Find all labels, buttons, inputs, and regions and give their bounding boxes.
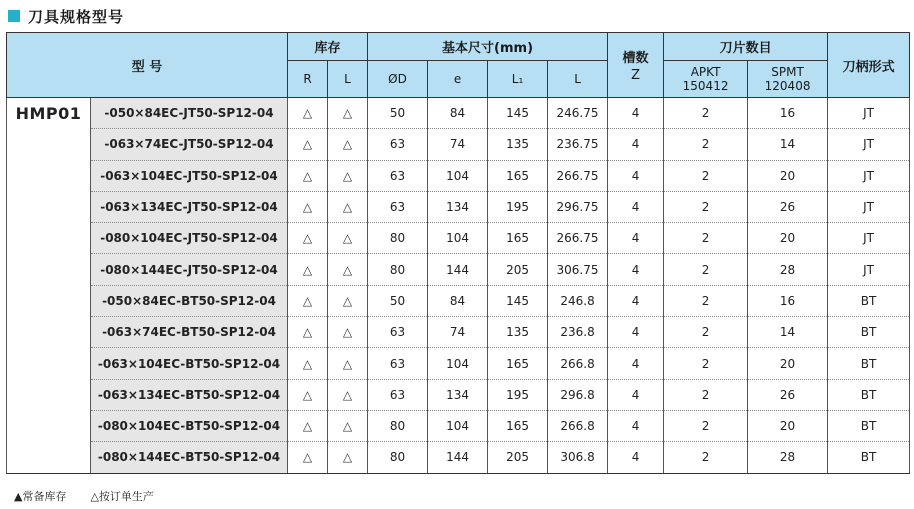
shank-type: JT [828, 160, 910, 191]
shank-type: BT [828, 285, 910, 316]
table-row [7, 98, 910, 129]
dim-l: 266.75 [548, 160, 608, 191]
dim-e: 84 [428, 98, 488, 129]
apkt-count: 2 [664, 379, 748, 410]
dim-e: 84 [428, 285, 488, 316]
header-dims: 基本尺寸(mm) [368, 33, 608, 61]
shank-type: JT [828, 129, 910, 160]
dim-l: 236.8 [548, 317, 608, 348]
header-insert-spmt [748, 61, 828, 98]
flutes: 4 [608, 191, 664, 222]
dim-l: 306.8 [548, 442, 608, 473]
dim-l: 266.8 [548, 410, 608, 441]
apkt-count: 2 [664, 317, 748, 348]
spmt-count: 20 [748, 410, 828, 441]
stock-r: △ [288, 410, 328, 441]
stock-r: △ [288, 442, 328, 473]
spmt-count: 26 [748, 191, 828, 222]
dim-l1: 165 [488, 223, 548, 254]
dim-d: 63 [368, 160, 428, 191]
spec-table [6, 32, 910, 474]
spmt-count: 14 [748, 129, 828, 160]
spmt-count: 26 [748, 379, 828, 410]
stock-l: △ [328, 317, 368, 348]
flutes: 4 [608, 285, 664, 316]
table-row [7, 191, 910, 222]
table-row [7, 160, 910, 191]
header-dim-e: e [428, 61, 488, 98]
apkt-count: 2 [664, 160, 748, 191]
model-code: -050×84EC-BT50-SP12-04 [91, 285, 288, 316]
shank-type: JT [828, 191, 910, 222]
header-dim-l1: L₁ [488, 61, 548, 98]
table-row [7, 317, 910, 348]
spmt-count: 20 [748, 348, 828, 379]
model-code: -080×144EC-JT50-SP12-04 [91, 254, 288, 285]
dim-d: 63 [368, 348, 428, 379]
dim-e: 134 [428, 379, 488, 410]
apkt-count: 2 [664, 223, 748, 254]
dim-l: 246.75 [548, 98, 608, 129]
dim-e: 74 [428, 129, 488, 160]
spmt-count: 20 [748, 160, 828, 191]
dim-e: 104 [428, 160, 488, 191]
dim-l: 296.8 [548, 379, 608, 410]
shank-type: BT [828, 442, 910, 473]
legend-footnote [14, 488, 178, 504]
dim-l1: 135 [488, 317, 548, 348]
flutes: 4 [608, 379, 664, 410]
header-flutes-top: 槽数 [622, 51, 649, 66]
flutes: 4 [608, 317, 664, 348]
spmt-count: 28 [748, 442, 828, 473]
table-row [7, 442, 910, 473]
stock-l: △ [328, 129, 368, 160]
stock-l: △ [328, 160, 368, 191]
dim-e: 104 [428, 223, 488, 254]
flutes: 4 [608, 254, 664, 285]
dim-l1: 205 [488, 254, 548, 285]
dim-l: 246.8 [548, 285, 608, 316]
dim-d: 63 [368, 129, 428, 160]
model-code: -063×134EC-JT50-SP12-04 [91, 191, 288, 222]
model-code: -063×104EC-BT50-SP12-04 [91, 348, 288, 379]
dim-l1: 135 [488, 129, 548, 160]
stock-r: △ [288, 285, 328, 316]
stock-r: △ [288, 223, 328, 254]
flutes: 4 [608, 442, 664, 473]
spmt-count: 16 [748, 98, 828, 129]
header-shank: 刀柄形式 [828, 33, 910, 98]
dim-l: 266.8 [548, 348, 608, 379]
legend-order-item: △按订单生产 [90, 490, 154, 503]
model-code: -063×74EC-BT50-SP12-04 [91, 317, 288, 348]
dim-d: 63 [368, 379, 428, 410]
shank-type: BT [828, 410, 910, 441]
stock-l: △ [328, 223, 368, 254]
flutes: 4 [608, 348, 664, 379]
dim-d: 80 [368, 223, 428, 254]
dim-l1: 195 [488, 379, 548, 410]
dim-d: 63 [368, 317, 428, 348]
shank-type: JT [828, 254, 910, 285]
dim-e: 104 [428, 410, 488, 441]
dim-d: 50 [368, 285, 428, 316]
stock-l: △ [328, 442, 368, 473]
header-inserts: 刀片数目 [664, 33, 828, 61]
dim-l1: 205 [488, 442, 548, 473]
table-row [7, 129, 910, 160]
spmt-count: 14 [748, 317, 828, 348]
header-insert-apkt-name: APKT [690, 65, 721, 79]
model-code: -063×74EC-JT50-SP12-04 [91, 129, 288, 160]
model-code: -063×104EC-JT50-SP12-04 [91, 160, 288, 191]
dim-d: 63 [368, 191, 428, 222]
flutes: 4 [608, 160, 664, 191]
shank-type: BT [828, 348, 910, 379]
table-row [7, 348, 910, 379]
title-square-icon [8, 10, 20, 22]
model-code: -080×104EC-BT50-SP12-04 [91, 410, 288, 441]
stock-l: △ [328, 348, 368, 379]
legend-stock-item: ▲常备库存 [14, 490, 67, 503]
stock-r: △ [288, 98, 328, 129]
header-stock-l: L [328, 61, 368, 98]
stock-r: △ [288, 317, 328, 348]
stock-l: △ [328, 285, 368, 316]
dim-d: 80 [368, 254, 428, 285]
dim-l: 266.75 [548, 223, 608, 254]
dim-l: 306.75 [548, 254, 608, 285]
section-title-text: 刀具规格型号 [28, 7, 125, 26]
model-group: HMP01 [7, 98, 91, 474]
dim-l1: 145 [488, 285, 548, 316]
flutes: 4 [608, 223, 664, 254]
stock-l: △ [328, 191, 368, 222]
model-code: -080×104EC-JT50-SP12-04 [91, 223, 288, 254]
apkt-count: 2 [664, 348, 748, 379]
model-code: -080×144EC-BT50-SP12-04 [91, 442, 288, 473]
header-insert-apkt [664, 61, 748, 98]
apkt-count: 2 [664, 285, 748, 316]
model-code: -050×84EC-JT50-SP12-04 [91, 98, 288, 129]
apkt-count: 2 [664, 191, 748, 222]
header-flutes [608, 33, 664, 98]
shank-type: JT [828, 223, 910, 254]
dim-d: 80 [368, 410, 428, 441]
dim-e: 144 [428, 254, 488, 285]
dim-l: 236.75 [548, 129, 608, 160]
stock-r: △ [288, 348, 328, 379]
table-row [7, 254, 910, 285]
dim-e: 144 [428, 442, 488, 473]
header-flutes-z: Z [631, 68, 641, 83]
apkt-count: 2 [664, 98, 748, 129]
shank-type: JT [828, 98, 910, 129]
dim-d: 80 [368, 442, 428, 473]
apkt-count: 2 [664, 129, 748, 160]
apkt-count: 2 [664, 254, 748, 285]
header-stock-r: R [288, 61, 328, 98]
table-row [7, 223, 910, 254]
stock-l: △ [328, 254, 368, 285]
stock-l: △ [328, 98, 368, 129]
shank-type: BT [828, 379, 910, 410]
stock-r: △ [288, 191, 328, 222]
dim-e: 74 [428, 317, 488, 348]
table-row [7, 285, 910, 316]
stock-l: △ [328, 410, 368, 441]
stock-r: △ [288, 129, 328, 160]
model-code: -063×134EC-BT50-SP12-04 [91, 379, 288, 410]
dim-l1: 145 [488, 98, 548, 129]
dim-l: 296.75 [548, 191, 608, 222]
stock-l: △ [328, 379, 368, 410]
dim-l1: 165 [488, 160, 548, 191]
spmt-count: 28 [748, 254, 828, 285]
flutes: 4 [608, 129, 664, 160]
spmt-count: 20 [748, 223, 828, 254]
dim-l1: 165 [488, 410, 548, 441]
dim-d: 50 [368, 98, 428, 129]
header-dim-d: ØD [368, 61, 428, 98]
flutes: 4 [608, 410, 664, 441]
stock-r: △ [288, 379, 328, 410]
header-insert-spmt-code: 120408 [764, 79, 811, 93]
dim-e: 134 [428, 191, 488, 222]
table-row [7, 410, 910, 441]
table-row [7, 379, 910, 410]
spec-table-body [7, 98, 910, 474]
section-title [8, 6, 124, 26]
apkt-count: 2 [664, 410, 748, 441]
header-model: 型 号 [7, 33, 288, 98]
dim-l1: 165 [488, 348, 548, 379]
stock-r: △ [288, 254, 328, 285]
dim-e: 104 [428, 348, 488, 379]
header-dim-l: L [548, 61, 608, 98]
stock-r: △ [288, 160, 328, 191]
spmt-count: 16 [748, 285, 828, 316]
header-insert-apkt-code: 150412 [682, 79, 729, 93]
apkt-count: 2 [664, 442, 748, 473]
dim-l1: 195 [488, 191, 548, 222]
flutes: 4 [608, 98, 664, 129]
header-insert-spmt-name: SPMT [771, 65, 804, 79]
shank-type: BT [828, 317, 910, 348]
header-stock: 库存 [288, 33, 368, 61]
